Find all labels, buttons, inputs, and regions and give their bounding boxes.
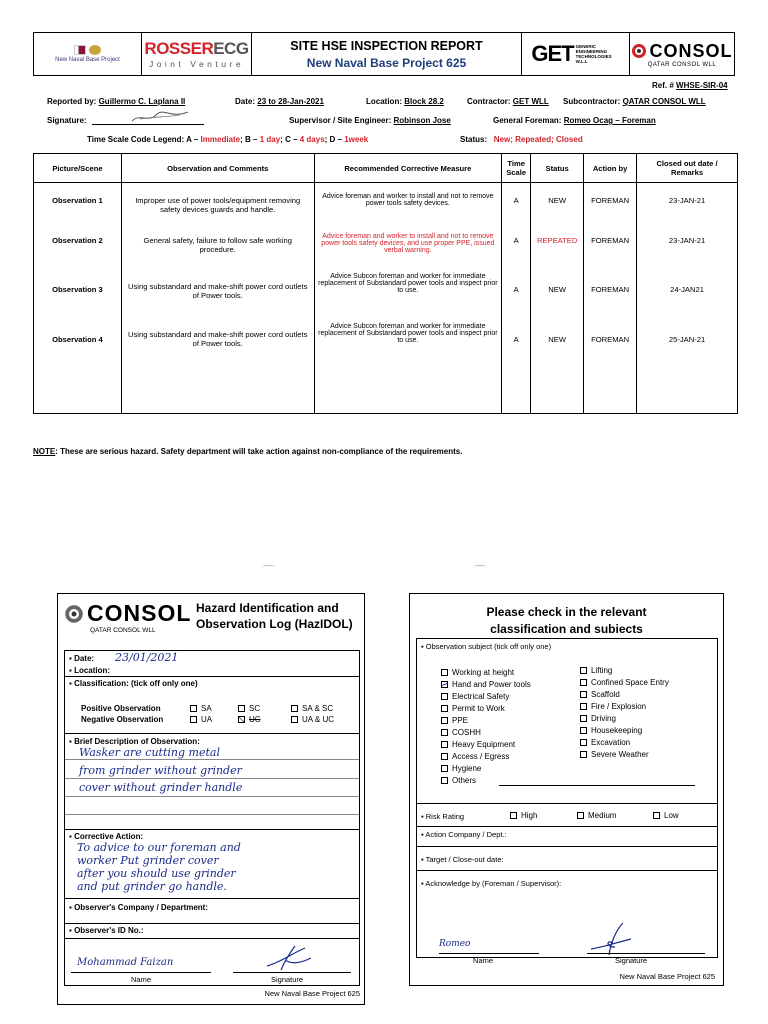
corrective-action-label: ▪ Corrective Action:: [69, 832, 144, 841]
table-header-row: [34, 154, 738, 183]
consol-brand: CONSOL: [649, 40, 733, 61]
joint-venture: Joint Venture: [148, 59, 245, 69]
option-uc[interactable]: UC: [238, 715, 261, 724]
location-label: ▪ Location:: [69, 666, 111, 675]
checklist-title: Please check in the relevant classification and subiects: [486, 605, 647, 636]
subject-heavy-equipment[interactable]: Heavy Equipment: [441, 740, 515, 749]
acknowledge-label: ▪ Acknowledge by (Foreman / Supervisor):: [421, 879, 562, 888]
brief-line: Wasker are cutting metal: [79, 746, 220, 759]
subject-permit-to-work[interactable]: Permit to Work: [441, 704, 505, 713]
hazidol-consol-logo: [64, 600, 194, 634]
rosser-ecg-logo: [142, 33, 252, 75]
report-title-block: [252, 33, 522, 75]
col-header: Picture/Scene: [34, 154, 122, 183]
brief-description-label: ▪ Brief Description of Observation:: [69, 737, 200, 746]
col-header: Time Scale: [502, 154, 531, 183]
observer-name-value: Mohammad Faizan: [77, 957, 174, 968]
table-row: Observation 1 Improper use of power tools/equipment removing safety devices guards and handle. Advice foreman and worker to install and not to remove power tools safety devices. A NEW FOREMAN 23-JAN-21: [34, 193, 738, 233]
observer-id-label: ▪ Observer's ID No.:: [69, 926, 144, 935]
consol-logo: [630, 33, 734, 75]
corrective-line: and put grinder go handle.: [77, 880, 227, 893]
subject-fire-explosion[interactable]: Fire / Explosion: [580, 702, 646, 711]
col-header: Recommended Corrective Measure: [314, 154, 502, 183]
brief-line: from grinder without grinder: [79, 764, 242, 777]
checklist-body: [416, 638, 718, 965]
report-foreman: General Foreman: Romeo Ocag – Foreman: [493, 116, 656, 125]
risk-high[interactable]: High: [510, 811, 537, 820]
name-label: Name: [473, 956, 494, 965]
action-company-label: ▪ Action Company / Dept.:: [421, 830, 507, 839]
date-value: 23/01/2021: [115, 651, 179, 664]
option-ua[interactable]: UA: [190, 715, 212, 724]
consol-logo-icon: [64, 604, 84, 624]
name-label: Name: [131, 975, 152, 984]
ack-signature-icon: [587, 921, 637, 957]
report-title: SITE HSE INSPECTION REPORT: [290, 38, 483, 53]
status-legend: Status: New; Repeated; Closed: [460, 135, 583, 144]
subject-ppe[interactable]: PPE: [441, 716, 468, 725]
risk-rating-label: ▪ Risk Rating: [421, 812, 465, 821]
signature-label: Signature:: [47, 116, 87, 125]
observer-company-label: ▪ Observer's Company / Department:: [69, 903, 209, 912]
consol-sub: QATAR CONSOL WLL: [647, 61, 717, 68]
date-label: ▪ Date:: [69, 654, 95, 663]
subject-excavation[interactable]: Excavation: [580, 738, 630, 747]
report-header: [33, 32, 735, 76]
fold-mark: [262, 565, 276, 568]
signature-label: Signature: [615, 956, 648, 965]
subject-coshh[interactable]: COSHH: [441, 728, 481, 737]
get-brand: GET: [531, 41, 574, 66]
negative-label: Negative Observation: [81, 715, 164, 724]
corrective-line: after you should use grinder: [77, 867, 236, 880]
ecg-brand: ECG: [213, 39, 249, 58]
fold-mark: [473, 565, 487, 568]
checklist-footer: New Naval Base Project 625: [619, 972, 715, 981]
get-tagline: GENERIC ENGINEERING TECHNOLOGIES W.L.L: [575, 44, 612, 64]
target-date-label: ▪ Target / Close-out date:: [421, 855, 504, 864]
signature-label: Signature: [271, 975, 304, 984]
time-scale-legend: Time Scale Code Legend: A – Immediate; B – 1 day; C – 4 days; D – 1week: [87, 135, 369, 144]
report-subtitle: New Naval Base Project 625: [306, 55, 467, 70]
observation-table: [33, 153, 738, 414]
consol-logo-icon: [631, 43, 647, 59]
subject-driving[interactable]: Driving: [580, 714, 616, 723]
hazidol-body: [64, 650, 360, 986]
table-row: Observation 3 Using substandard and make-shift power cord outlets of Power tools. Advice Subcon foreman and worker for immediate replacement of Substandard power tools and inspect prior to use. A NEW FOREMAN 24-JAN21: [34, 273, 738, 321]
positive-label: Positive Observation: [81, 704, 161, 713]
risk-medium[interactable]: Medium: [577, 811, 616, 820]
subject-access-egress[interactable]: Access / Egress: [441, 752, 509, 761]
subject-housekeeping[interactable]: Housekeeping: [580, 726, 642, 735]
report-location: Location: Block 28.2: [366, 97, 444, 106]
brief-line: cover without grinder handle: [79, 781, 243, 794]
subject-hygiene[interactable]: Hygiene: [441, 764, 481, 773]
subject-confined-space[interactable]: Confined Space Entry: [580, 678, 669, 687]
corrective-line: To advice to our foreman and: [77, 841, 241, 854]
col-header: Action by: [584, 154, 637, 183]
rosser-brand: ROSSER: [144, 39, 214, 58]
col-header: Closed out date / Remarks: [637, 154, 738, 183]
ack-name-value: Romeo: [439, 939, 471, 949]
hazidol-title: Hazard Identification and Observation Log (HazIDOL): [196, 601, 353, 631]
table-row: Observation 4 Using substandard and make-shift power cord outlets of Power tools. Advice Subcon foreman and worker for immediate replacement of Substandard power tools and inspect prior to use. A NEW FOREMAN 25-JAN-21: [34, 321, 738, 414]
hazidol-footer: New Naval Base Project 625: [264, 989, 360, 998]
observer-signature-icon: [261, 944, 315, 974]
hazidol-form: [57, 593, 365, 1005]
risk-low[interactable]: Low: [653, 811, 679, 820]
get-logo: [522, 33, 630, 75]
corrective-line: worker Put grinder cover: [77, 854, 219, 867]
report-subcontractor: Subcontractor: QATAR CONSOL WLL: [563, 97, 706, 106]
col-header: Status: [531, 154, 584, 183]
classification-label: ▪ Classification: (tick off only one): [69, 679, 198, 688]
report-note: NOTE: These are serious hazard. Safety department will take action against non-compliance of the requirements.: [33, 447, 463, 456]
subject-scaffold[interactable]: Scaffold: [580, 690, 620, 699]
subject-label: ▪ Observation subject (tick off only one): [421, 642, 552, 651]
subject-severe-weather[interactable]: Severe Weather: [580, 750, 649, 759]
option-sa-sc[interactable]: SA & SC: [291, 704, 333, 713]
report-contractor: Contractor: GET WLL: [467, 97, 549, 106]
hazidol-consol-sub: QATAR CONSOL WLL: [90, 627, 156, 634]
report-supervisor: Supervisor / Site Engineer: Robinson Jose: [289, 116, 451, 125]
subject-others[interactable]: Others: [441, 776, 476, 785]
reporter-signature-icon: [130, 109, 190, 125]
subject-electrical-safety[interactable]: Electrical Safety: [441, 692, 509, 701]
option-ua-uc[interactable]: UA & UC: [291, 715, 334, 724]
ref-number: Ref. # WHSE-SIR-04: [652, 81, 728, 90]
option-sc[interactable]: SC: [238, 704, 260, 713]
option-sa[interactable]: SA: [190, 704, 212, 713]
hazidol-consol-brand: CONSOL: [87, 600, 192, 626]
qatar-emblem-icon: [74, 45, 101, 55]
checklist-form: [409, 593, 724, 986]
col-header: Observation and Comments: [121, 154, 314, 183]
subject-working-at-height[interactable]: Working at height: [441, 668, 514, 677]
subject-hand-power-tools[interactable]: Hand and Power tools: [441, 680, 531, 689]
subject-lifting[interactable]: Lifting: [580, 666, 612, 675]
nnbp-logo-text: New Naval Base Project: [55, 57, 120, 63]
table-row: Observation 2 General safety, failure to follow safe working procedure. Advice foreman and worker to install and not to remove power tools safety devices, and use proper PPE, issued verbal warning. A REPEATED FOREMAN 23-JAN-21: [34, 233, 738, 273]
reported-by: Reported by: Guillermo C. Laplana II: [47, 97, 186, 106]
nnbp-logo: [34, 33, 142, 75]
report-date: Date: 23 to 28-Jan-2021: [235, 97, 324, 106]
